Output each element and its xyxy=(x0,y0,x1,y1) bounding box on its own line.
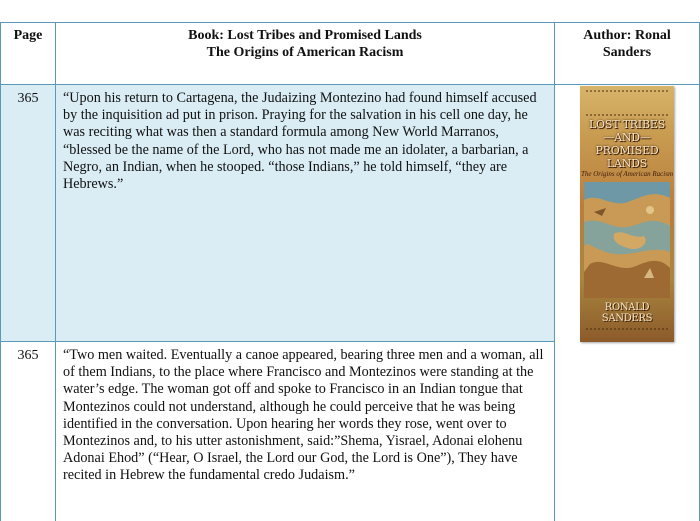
cover-blurb xyxy=(586,90,668,116)
cover-title-line2: —AND— xyxy=(603,131,651,144)
row2-quote-cell xyxy=(55,341,555,521)
cover-map-illustration xyxy=(584,182,670,298)
header-book-title: Book: Lost Tribes and Promised Lands xyxy=(188,28,422,43)
header-author-cell xyxy=(554,22,700,85)
header-book-cell xyxy=(55,22,555,85)
cover-subtitle: The Origins of American Racism xyxy=(580,170,674,178)
book-cover-image xyxy=(580,86,674,342)
header-author-line2: Sanders xyxy=(602,45,652,60)
row2-page-number: 365 xyxy=(17,348,39,363)
cover-foreword xyxy=(586,328,668,336)
row2-page-cell xyxy=(0,341,56,521)
row2-quote-text: “Two men waited. Eventually a canoe appeared, bearing three men and a woman, all of them Indians, to the place where Francisco and Montezinos were standing at the water’s edge. The woman got off and spoke to Francisco in an Indian tongue that Montezinos could not understand, although he could perceive that he was being identified in the conversation. Upon hearing her words they rose, went over to Montezinos and, to his utter astonishment, said:”Shema, Yisrael, Adonai elohenu Adonai Ehod” (“Hear, O Israel, the Lord our God, the Lord is One”), They have recited in Hebrew the fundamental credo Judaism.” xyxy=(63,347,544,484)
header-book-subtitle: The Origins of American Racism xyxy=(206,45,404,60)
header-author-line1: Author: Ronal xyxy=(583,28,671,43)
cover-title-line3: PROMISED LANDS xyxy=(595,144,659,170)
row1-page-number: 365 xyxy=(17,91,39,106)
row1-quote-cell xyxy=(55,84,555,342)
row1-quote-text: “Upon his return to Cartagena, the Judaizing Montezino had found himself accused by the inquisition ad put in prison. Praying for the salvation in his cell one day, he was reciting what was then a standard formula among New World Marranos, “blessed be the name of the Lord, who has not made me an idolater, a barbarian, a Negro, an Indian, when he stooped. “those Indians,” he told himself, “they are Hebrews.” xyxy=(63,90,537,193)
row1-page-cell xyxy=(0,84,56,342)
cover-title xyxy=(580,118,674,170)
header-page-label: Page xyxy=(13,28,43,43)
cover-title-line1: LOST TRIBES xyxy=(588,118,666,131)
header-page-cell xyxy=(0,22,56,85)
cover-author: RONALD SANDERS xyxy=(601,302,653,324)
